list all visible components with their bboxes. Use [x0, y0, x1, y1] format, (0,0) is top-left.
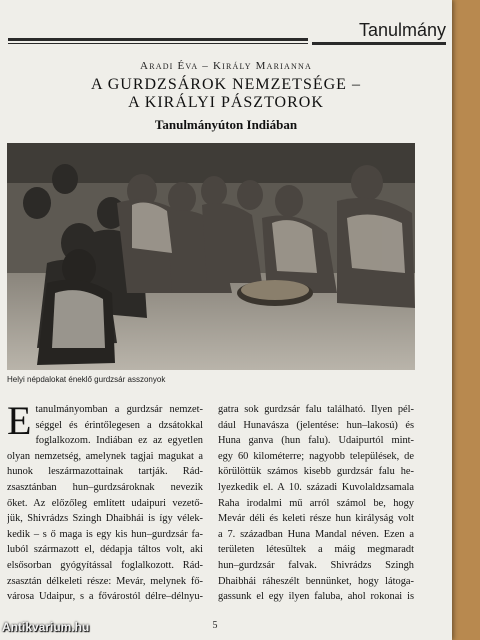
watermark-text: Antikvarium.hu: [2, 620, 90, 634]
title-line-2: A KIRÁLYI PÁSZTOROK: [128, 94, 324, 111]
body-column-right: [218, 402, 414, 605]
photo-illustration: [7, 143, 415, 370]
body-line: gatra sok gurdzsár falu található. Ilyen pél-: [218, 404, 414, 415]
body-column-left: [7, 398, 203, 605]
body-line: elsősorban gyógyítással foglalkozott. Rád-: [7, 559, 203, 571]
body-line: zsasztánban hun–gurdzsároknak nevezik: [7, 481, 203, 493]
body-line: kedik – s ő maga is egy kis hun–gurdzsár fa-: [7, 528, 203, 540]
body-line: őket. Az előzőleg említett udaipuri vezető-: [7, 497, 203, 509]
article-title: [0, 76, 452, 112]
body-line: gassunk el egy ilyen faluba, ahol rokonai is: [218, 591, 414, 603]
header-rule: [8, 38, 308, 41]
drop-cap: E: [7, 398, 32, 443]
body-line: dául Hunavásza (jelentése: hun–lakosú) és: [218, 419, 414, 431]
body-line: hunok leszármazottainak tartják. Rád-: [7, 466, 203, 478]
page-number: 5: [212, 620, 218, 631]
body-line: jük, Shivrádzs Szingh Dhaibhái is így vélek-: [7, 513, 203, 525]
section-label: Tanulmány: [312, 20, 446, 45]
photo-women-singing: [7, 143, 415, 370]
body-line: városa Udaipur, s a fővárostól délre–délnyu-: [7, 591, 203, 603]
body-line: Raha irodalmi mű arról számol be, hogy: [218, 497, 414, 509]
body-line: Mevár déli és keleti része hun királyság volt: [218, 513, 414, 525]
article-authors: Aradi Éva – Király Marianna: [140, 60, 312, 72]
body-line: olyan nemzetség, amelynek tagjai magukat a: [7, 450, 203, 462]
body-line: foglalkozom. Indiában ez az egyetlen: [35, 435, 203, 447]
article-subtitle: Tanulmányúton Indiában: [154, 117, 298, 132]
body-line: luból származott el, dédapja táltos volt, aki: [7, 544, 203, 556]
body-line: zsasztán délkeleti része: Mevár, melynek fő-: [7, 575, 203, 587]
header-rule-thin: [8, 43, 308, 44]
body-line: séggel és érintőlegesen a dzsátokkal: [35, 419, 203, 431]
body-line: területen létesültek a máig megmaradt: [218, 544, 414, 556]
body-line: körülöttük számos kisebb gurdzsár falu he-: [218, 466, 414, 478]
body-line: lyezkedik el. A 10. századi Kuvolaldzsamala: [218, 481, 414, 493]
body-line: tanulmányomban a gurdzsár nemzet-: [35, 404, 203, 415]
photo-caption: Helyi népdalokat éneklő gurdzsár asszonyok: [7, 375, 166, 384]
body-line: a 7. században Huna Mandal néven. Ezen a: [218, 528, 414, 540]
body-line: hun–gurdzsár falvak. Shivrádzs Szingh: [218, 559, 414, 571]
body-line: Dhaibhái ráheszélt bennünket, hogy látoga-: [218, 575, 414, 587]
body-line: Huna ganva (hun falu). Udaipurtól mint-: [218, 435, 414, 447]
title-line-1: A GURDZSÁROK NEMZETSÉGE –: [91, 76, 361, 93]
body-line: egy 60 kilométerre; nagyobb települések, de: [218, 450, 414, 462]
